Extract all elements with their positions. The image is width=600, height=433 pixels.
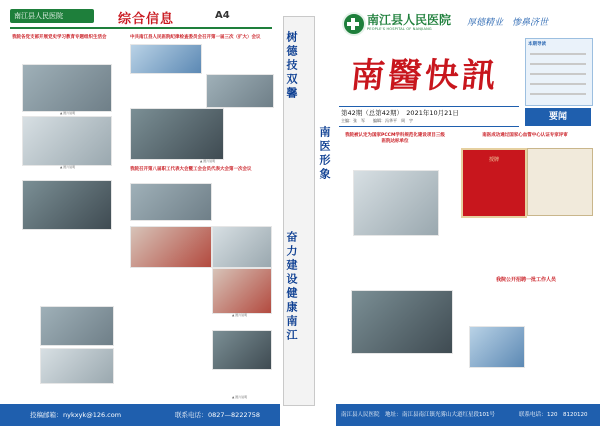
badge-text: 南江县人民医院 [14, 12, 63, 20]
left-article1-photo5 [40, 348, 114, 384]
footer-phone-right: 120 8120120 [547, 412, 588, 418]
masthead-rule-bottom [339, 126, 519, 127]
left-article3-photo4 [212, 268, 272, 314]
topic-box [525, 38, 593, 106]
left-article1-title: 我院各党支部开展党史学习教育专题组织生活会 [12, 35, 107, 40]
left-page [0, 0, 280, 433]
certificate-text: 授牌 [488, 157, 499, 163]
left-article1-photo1 [22, 64, 112, 112]
footer-email-label: 投稿邮箱： [30, 411, 63, 419]
left-article3-photo1 [130, 183, 212, 221]
issue-line: 第42期（总第42期） 2021年10月21日 [341, 109, 459, 117]
left-article1-photo4 [40, 306, 114, 346]
left-article1-photo2 [22, 116, 112, 166]
section-label-text: 要闻 [548, 112, 567, 122]
slogan: 厚德精业 惨鼻济世 [467, 18, 549, 28]
left-caption-5: ▲ 图片说明 [232, 395, 248, 399]
right-footer [336, 404, 600, 426]
left-caption-4: ▲ 图片说明 [232, 313, 248, 317]
footer-address-label: 南江县人民医院 地址： [341, 412, 402, 418]
topic-item-3[interactable] [530, 73, 586, 75]
topic-item-5[interactable] [530, 93, 586, 95]
staff-line: 主编：张 军 编辑：冯华平 周 宇 [341, 118, 413, 123]
left-article3-photo2 [130, 226, 212, 268]
banner-left-column-2: 奋力建设健康南江 [285, 231, 298, 343]
hospital-badge [10, 9, 94, 23]
section-label [525, 108, 591, 126]
left-article2-photo3 [130, 108, 224, 160]
hospital-logo-icon [342, 12, 366, 36]
left-article3-photo5 [212, 330, 272, 370]
topic-box-title: 本期导读 [528, 42, 546, 47]
left-article2-photo2 [206, 74, 274, 108]
left-caption-2: ▲ 图片说明 [60, 165, 76, 169]
right-article3-photo [469, 326, 525, 368]
left-article1-photo3 [22, 180, 112, 230]
right-page [339, 0, 600, 433]
footer-address: 南江县南江镇光雾山大道红星段101号 [402, 412, 495, 418]
right-article2-title: 南医成功通过国家心血管中心认证专家评审 [482, 133, 568, 138]
topic-item-4[interactable] [530, 83, 586, 85]
left-article3-title: 我院召开第八届职工代表大会暨工会会员代表大会第一次会议 [130, 167, 252, 172]
left-article3-photo3 [212, 226, 272, 268]
banner-left-column-1: 树德技双馨 [285, 31, 298, 101]
right-article1-photo2 [351, 290, 453, 354]
left-footer [0, 404, 280, 426]
banner-right-column: 南医形象 [318, 126, 331, 182]
hospital-name-cn: 南江县人民医院 [367, 13, 452, 27]
right-article1-title: 我院被认定为国家PCCM学科规范化建设项目三级医院达标单位 [345, 133, 445, 144]
right-article2-certificate-photo [461, 148, 527, 218]
paper-title: 南醫快訊 [348, 56, 501, 96]
center-banner [283, 16, 315, 406]
header-rule [10, 27, 272, 29]
left-article2-photo1 [130, 44, 202, 74]
right-article3-title: 我院公开招聘一批工作人员 [495, 277, 556, 283]
masthead-rule-top [339, 106, 519, 107]
left-article2-title: 中共南江县人民医院纪律检查委员会召开第一届三次（扩大）会议 [130, 35, 261, 40]
page-number: A4 [215, 10, 230, 21]
left-caption-3: ▲ 图片说明 [200, 159, 216, 163]
topic-item-1[interactable] [530, 53, 586, 55]
section-title: 综合信息 [118, 12, 175, 27]
footer-phone-label-right: 联系电话： [519, 412, 547, 418]
hospital-name-en: PEOPLE'S HOSPITAL OF NANJIANG [367, 27, 432, 31]
center-banner-right [316, 16, 338, 404]
right-article1-photo [353, 170, 439, 236]
left-caption-1: ▲ 图片说明 [60, 111, 76, 115]
footer-phone: 0827—8222758 [208, 411, 260, 419]
topic-item-2[interactable] [530, 63, 586, 65]
footer-phone-label: 联系电话： [175, 411, 208, 419]
right-article2-certificate-photo2 [527, 148, 593, 216]
footer-email[interactable]: nykxyk@126.com [63, 411, 122, 419]
